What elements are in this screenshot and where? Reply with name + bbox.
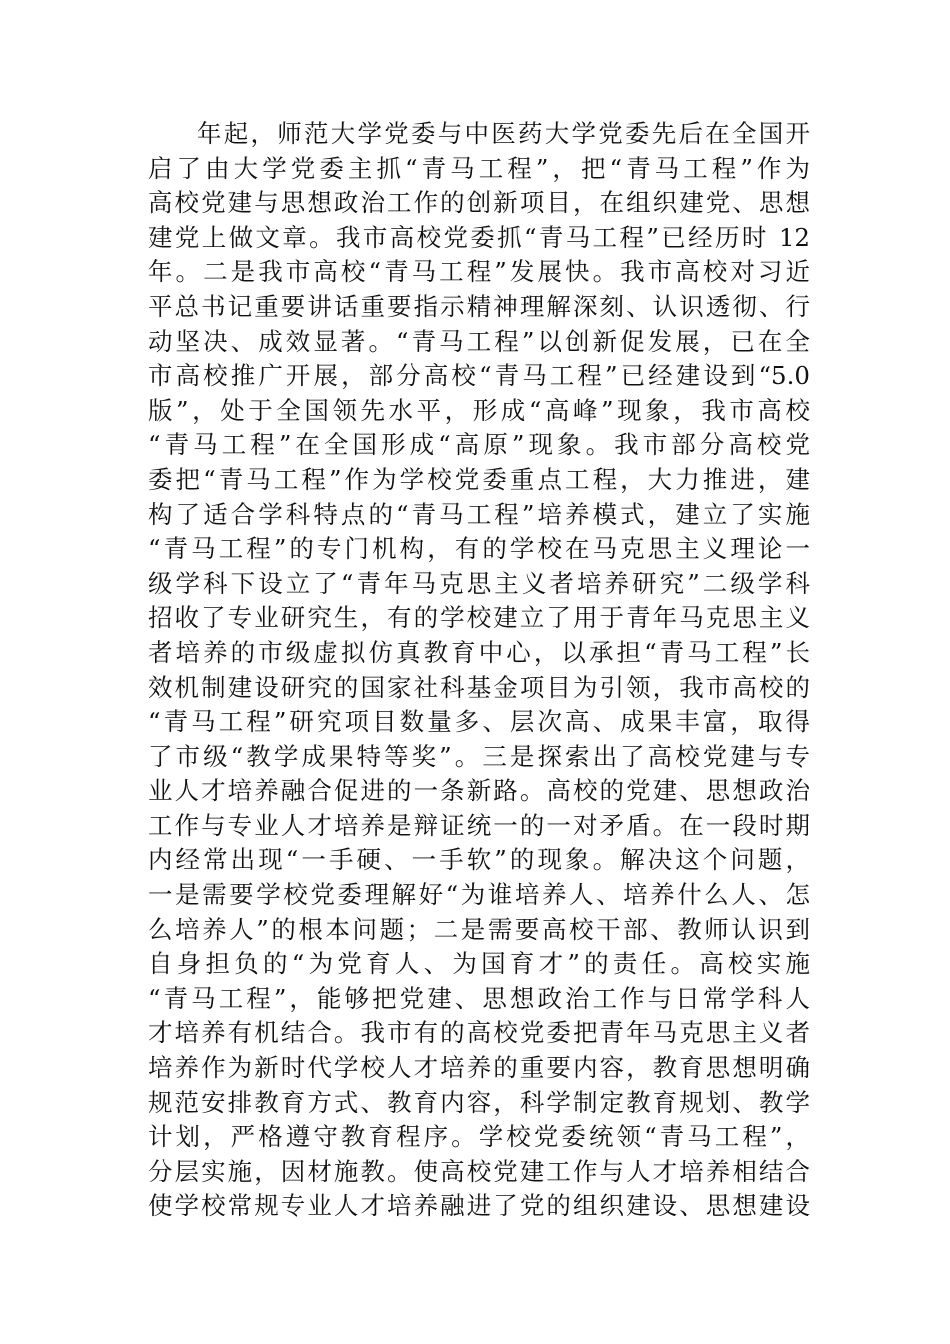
paragraph-line: 构了适合学科特点的“青马工程”培养模式，建立了实施 xyxy=(148,499,810,529)
paragraph-line: 分层实施，因材施教。使高校党建工作与人才培养相结合 xyxy=(148,1156,810,1186)
paragraph-line: 年起，师范大学党委与中医药大学党委先后在全国开 xyxy=(197,119,810,148)
paragraph-line: 规范安排教育方式、教育内容，科学制定教育规划、教学 xyxy=(148,1087,810,1117)
paragraph-line: 招收了专业研究生，有的学校建立了用于青年马克思主义 xyxy=(148,603,810,633)
body-paragraph xyxy=(148,117,810,1224)
paragraph-line: 平总书记重要讲话重要指示精神理解深刻、认识透彻、行 xyxy=(148,291,810,321)
paragraph-line: 么培养人”的根本问题；二是需要高校干部、教师认识到 xyxy=(148,914,810,944)
paragraph-line: 级学科下设立了“青年马克思主义者培养研究”二级学科 xyxy=(148,568,810,598)
paragraph-line: 才培养有机结合。我市有的高校党委把青年马克思主义者 xyxy=(148,1018,810,1048)
paragraph-line: 者培养的市级虚拟仿真教育中心，以承担“青马工程”长 xyxy=(148,637,810,667)
paragraph-line: 版”，处于全国领先水平，形成“高峰”现象，我市高校 xyxy=(148,395,810,425)
paragraph-line: 一是需要学校党委理解好“为谁培养人、培养什么人、怎 xyxy=(148,880,810,910)
paragraph-line: 年。二是我市高校“青马工程”发展快。我市高校对习近 xyxy=(148,257,810,287)
paragraph-line: 高校党建与思想政治工作的创新项目，在组织建党、思想 xyxy=(148,188,810,218)
paragraph-line: 市高校推广开展，部分高校“青马工程”已经建设到“5.0 xyxy=(148,361,810,391)
paragraph-line: 效机制建设研究的国家社科基金项目为引领，我市高校的 xyxy=(148,672,810,702)
paragraph-line: “青马工程”，能够把党建、思想政治工作与日常学科人 xyxy=(148,983,810,1013)
paragraph-line: “青马工程”的专门机构，有的学校在马克思主义理论一 xyxy=(148,534,810,564)
paragraph-line: 工作与专业人才培养是辩证统一的一对矛盾。在一段时期 xyxy=(148,810,810,840)
paragraph-line: 动坚决、成效显著。“青马工程”以创新促发展，已在全 xyxy=(148,326,810,356)
paragraph-line: “青马工程”在全国形成“高原”现象。我市部分高校党 xyxy=(148,430,810,460)
paragraph-line: 启了由大学党委主抓“青马工程”，把“青马工程”作为 xyxy=(148,153,810,183)
paragraph-line: 了市级“教学成果特等奖”。三是探索出了高校党建与专 xyxy=(148,741,810,771)
paragraph-line: 培养作为新时代学校人才培养的重要内容，教育思想明确 xyxy=(148,1053,810,1083)
paragraph-line: “青马工程”研究项目数量多、层次高、成果丰富，取得 xyxy=(148,707,810,737)
paragraph-line: 计划，严格遵守教育程序。学校党委统领“青马工程”， xyxy=(148,1122,810,1152)
paragraph-line: 委把“青马工程”作为学校党委重点工程，大力推进，建 xyxy=(148,464,810,494)
paragraph-line: 自身担负的“为党育人、为国育才”的责任。高校实施 xyxy=(148,949,810,979)
paragraph-line: 使学校常规专业人才培养融进了党的组织建设、思想建设 xyxy=(148,1191,810,1221)
paragraph-line: 建党上做文章。我市高校党委抓“青马工程”已经历时 12 xyxy=(148,222,810,252)
paragraph-line: 业人才培养融合促进的一条新路。高校的党建、思想政治 xyxy=(148,776,810,806)
paragraph-line: 内经常出现“一手硬、一手软”的现象。解决这个问题， xyxy=(148,845,810,875)
